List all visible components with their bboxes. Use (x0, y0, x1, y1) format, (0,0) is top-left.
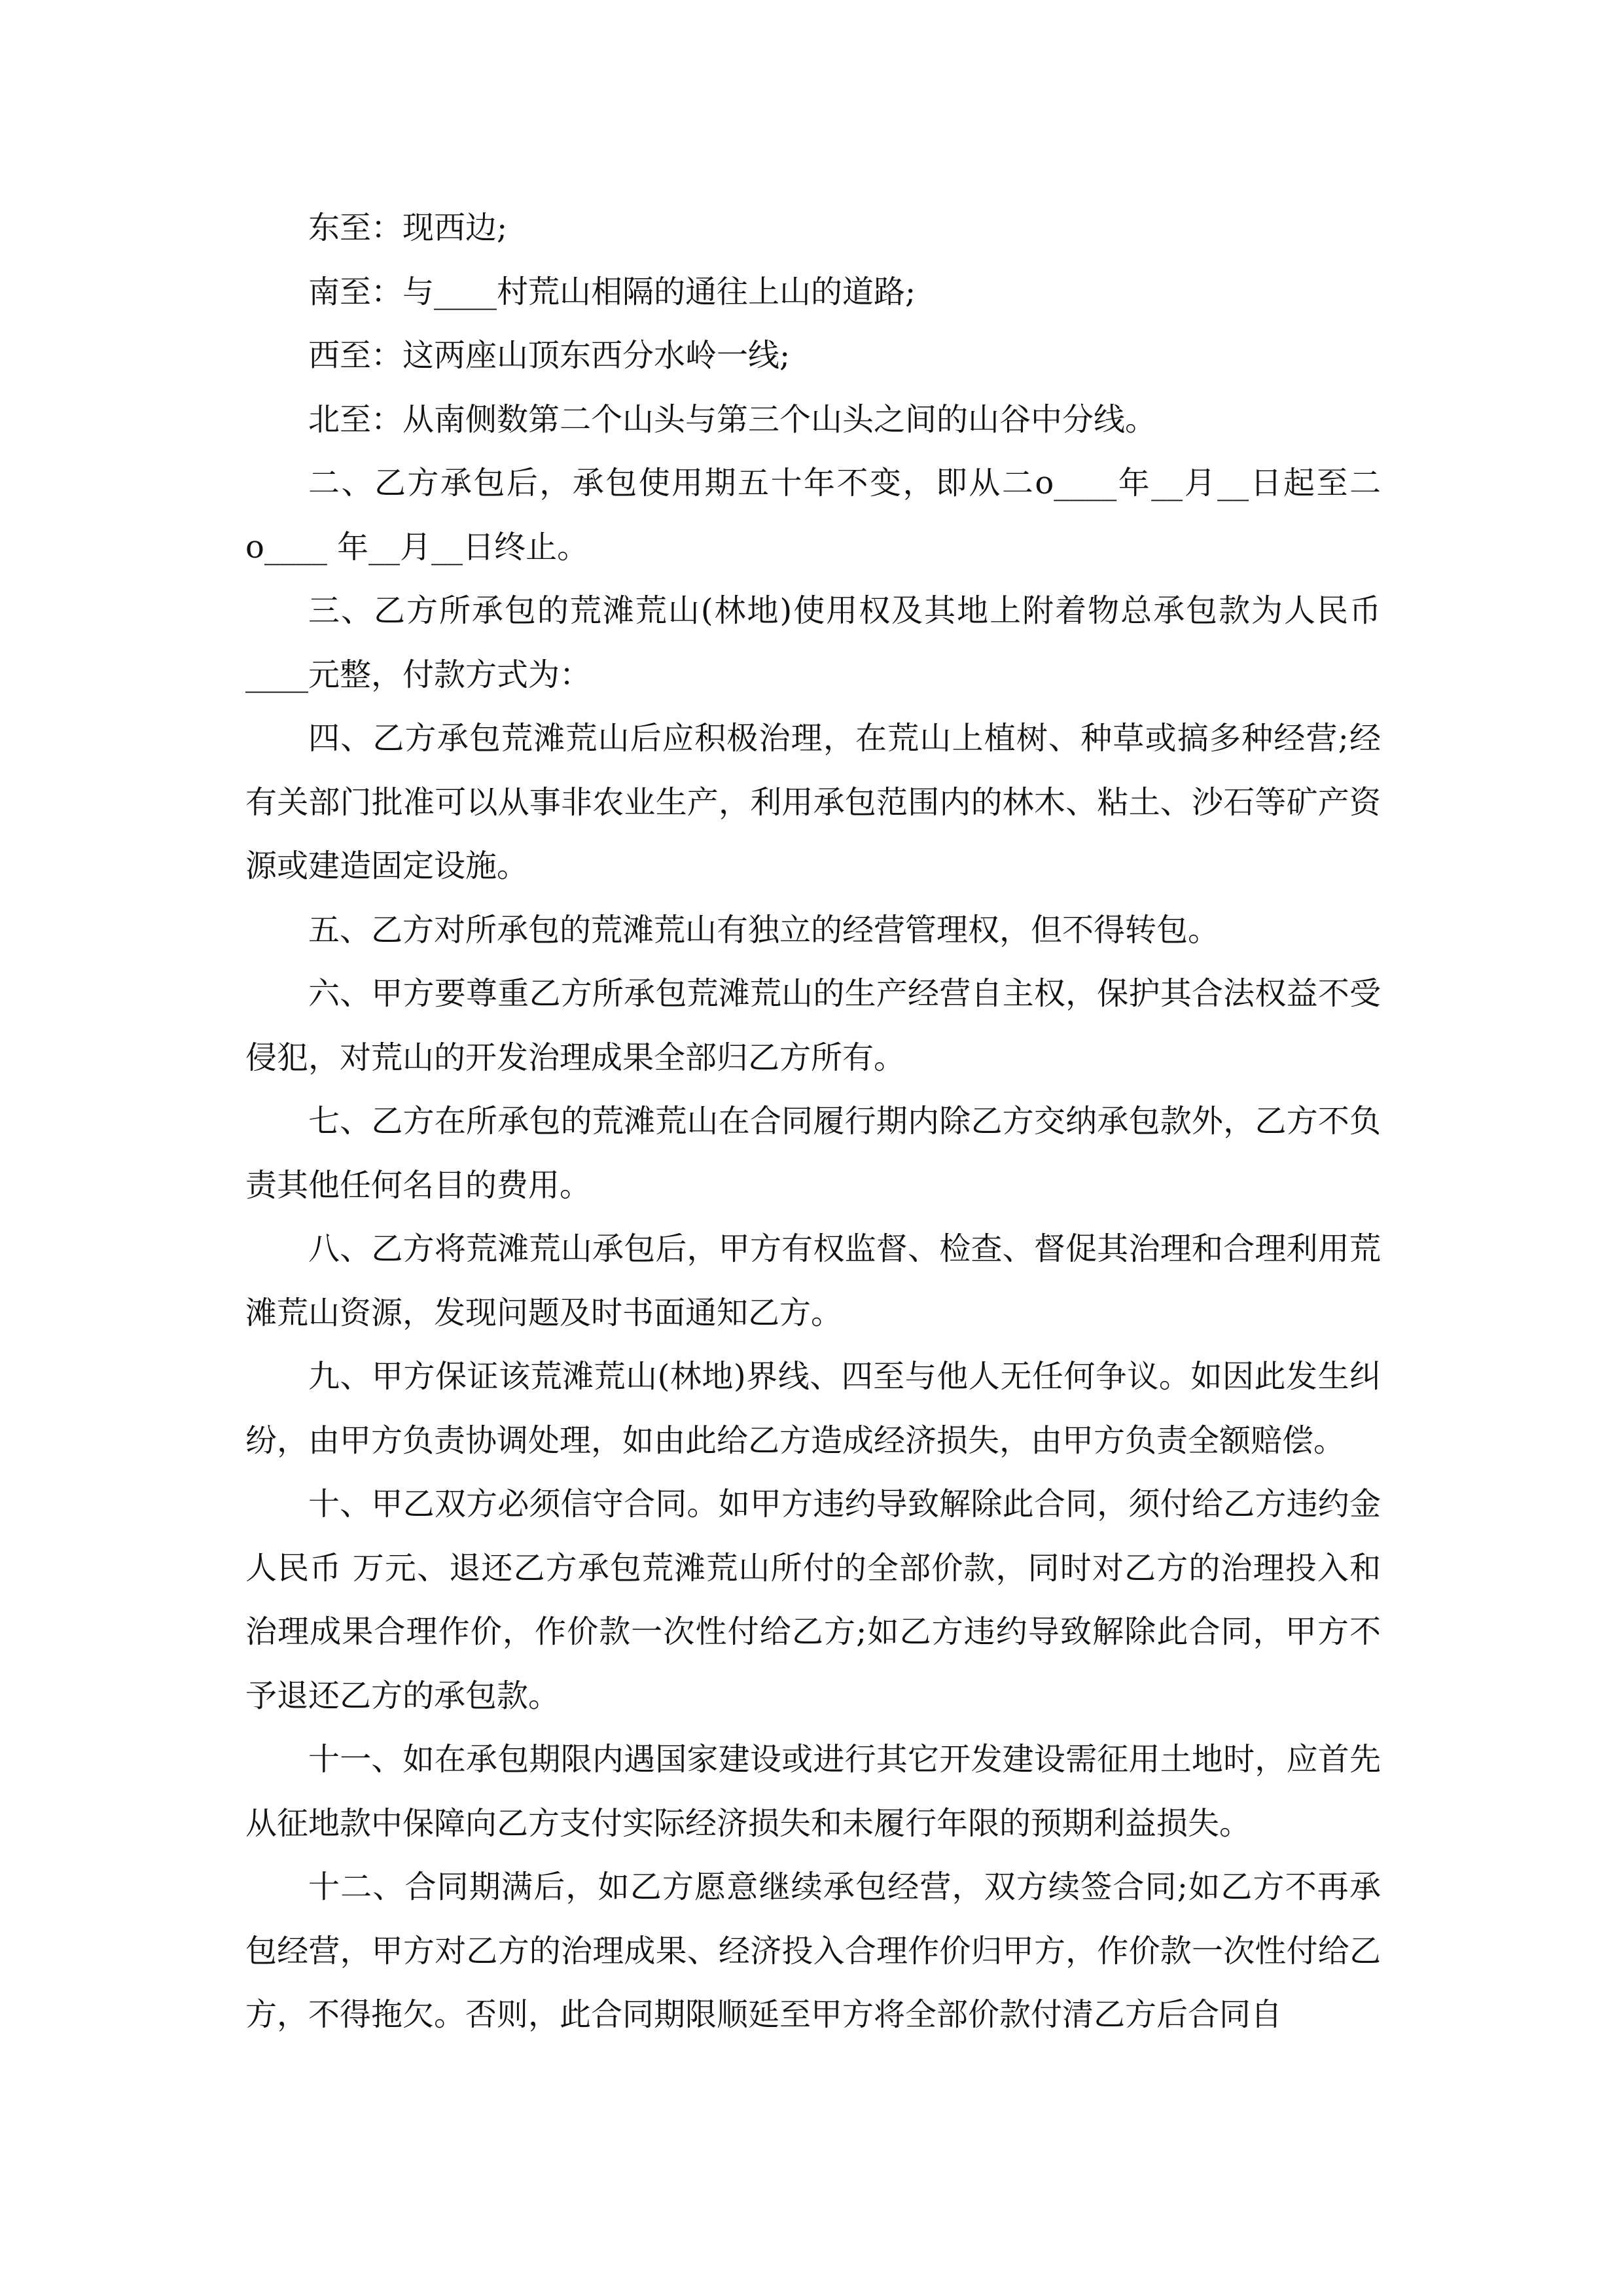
boundary-west: 西至：这两座山顶东西分水岭一线; (308, 337, 791, 374)
clause-9: 九、甲方保证该荒滩荒山(林地)界线、四至与他人无任何争议。如因此发生纠纷，由甲方负责协调处理，如由此给乙方造成经济损失，由甲方负责全额赔偿。 (245, 1358, 1381, 1459)
clause-3: 三、乙方所承包的荒滩荒山(林地)使用权及其地上附着物总承包款为人民币____元整，付款方式为： (245, 592, 1381, 693)
boundary-north: 北至：从南侧数第二个山头与第三个山头之间的山谷中分线。 (308, 401, 1157, 438)
clause-2: 二、乙方承包后，承包使用期五十年不变，即从二o____年__月__日起至二o____ 年__月__日终止。 (245, 465, 1381, 565)
clause-12: 十二、合同期满后，如乙方愿意继续承包经营，双方续签合同;如乙方不再承包经营，甲方对乙方的治理成果、经济投入合理作价归甲方，作价款一次性付给乙方，不得拖欠。否则，此合同期限顺延至甲方将全部价款付清乙方后合同自 (245, 1869, 1381, 2033)
clause-6: 六、甲方要尊重乙方所承包荒滩荒山的生产经营自主权，保护其合法权益不受侵犯，对荒山的开发治理成果全部归乙方所有。 (245, 975, 1381, 1076)
document-body (245, 196, 1381, 2047)
clause-4: 四、乙方承包荒滩荒山后应积极治理，在荒山上植树、种草或搞多种经营;经有关部门批准可以从事非农业生产，利用承包范围内的林木、粘土、沙石等矿产资源或建造固定设施。 (245, 720, 1381, 884)
clause-11: 十一、如在承包期限内遇国家建设或进行其它开发建设需征用土地时，应首先从征地款中保障向乙方支付实际经济损失和未履行年限的预期利益损失。 (245, 1741, 1381, 1842)
clause-8: 八、乙方将荒滩荒山承包后，甲方有权监督、检查、督促其治理和合理利用荒滩荒山资源，发现问题及时书面通知乙方。 (245, 1230, 1381, 1331)
boundary-east: 东至：现西边; (308, 209, 508, 246)
clause-5: 五、乙方对所承包的荒滩荒山有独立的经营管理权，但不得转包。 (308, 911, 1220, 948)
clause-7: 七、乙方在所承包的荒滩荒山在合同履行期内除乙方交纳承包款外，乙方不负责其他任何名目的费用。 (245, 1103, 1381, 1204)
boundary-south: 南至：与____村荒山相隔的通往上山的道路; (308, 273, 916, 310)
clause-10: 十、甲乙双方必须信守合同。如甲方违约导致解除此合同，须付给乙方违约金人民币 万元、退还乙方承包荒滩荒山所付的全部价款，同时对乙方的治理投入和治理成果合理作价，作价款一次性付给乙方;如乙方违约导致解除此合同，甲方不予退还乙方的承包款。 (245, 1486, 1381, 1714)
